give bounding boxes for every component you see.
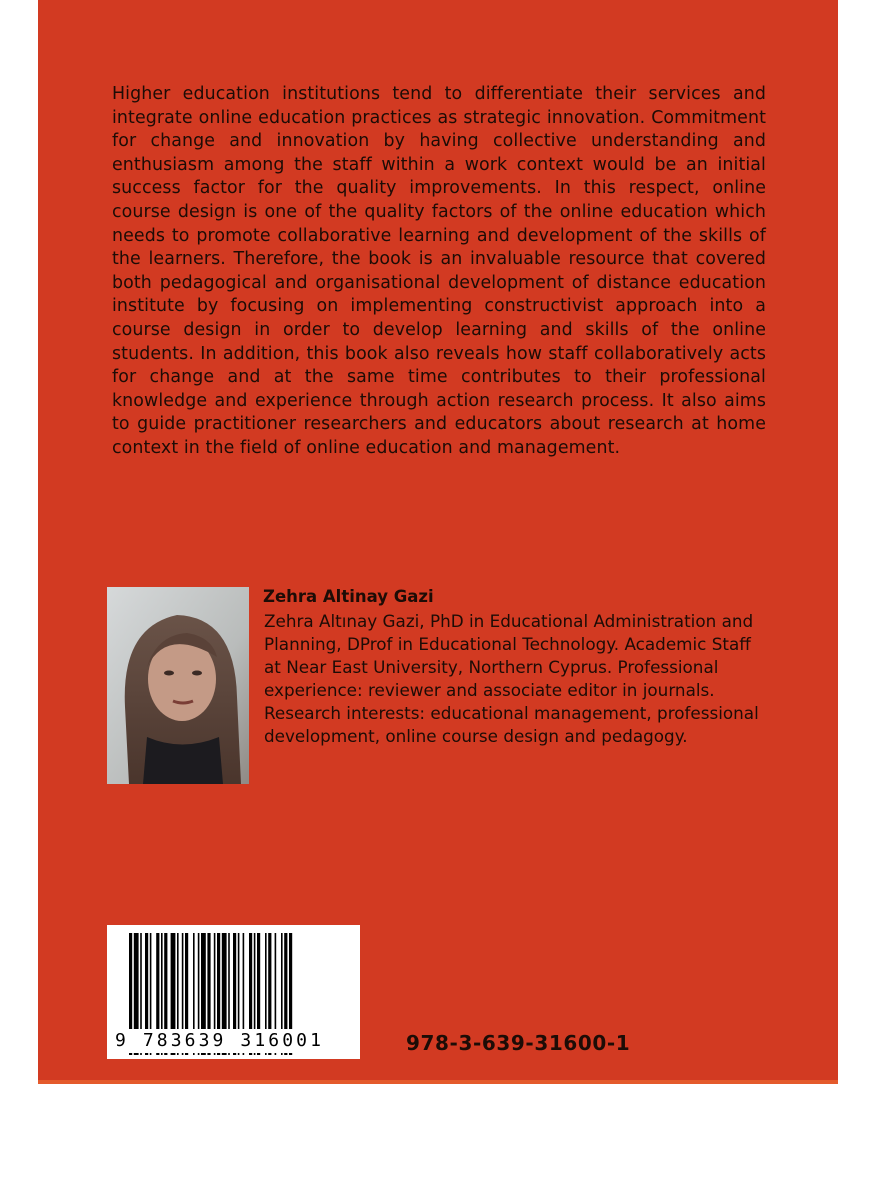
barcode-digits: 9 783639 316001 — [115, 1029, 355, 1053]
barcode — [107, 925, 360, 1059]
author-photo — [107, 587, 249, 784]
isbn-number: 978-3-639-31600-1 — [406, 1031, 631, 1055]
author-name: Zehra Altinay Gazi — [263, 587, 434, 606]
book-description: Higher education institutions tend to differentiate their services and integrate online education practices as strategic innovation. Commitment for change and innovation by having collective understanding and enthusiasm among the staff within a work context would be an initial success factor for the quality improvements. In this respect, online course design is one of the quality factors of the online education which needs to promote collaborative learning and development of the skills of the learners. Therefore, the book is an invaluable resource that covered both pedagogical and organisational development of distance education institute by focusing on implementing constructivist approach into a course design in order to develop learning and skills of the online students. In addition, this book also reveals how staff collaboratively acts for change and at the same time contributes to their professional knowledge and experience through action research process. It also aims to guide practitioner researchers and educators about research at home context in the field of online education and management. — [112, 84, 766, 458]
author-bio: Zehra Altınay Gazi, PhD in Educational Administration and Planning, DProf in Educational Technology. Academic Staff at Near East University, Northern Cyprus. Professional experience: reviewer and associate editor in journals. Research interests: educational management, professional development, online course design and pedagogy. — [264, 611, 759, 746]
